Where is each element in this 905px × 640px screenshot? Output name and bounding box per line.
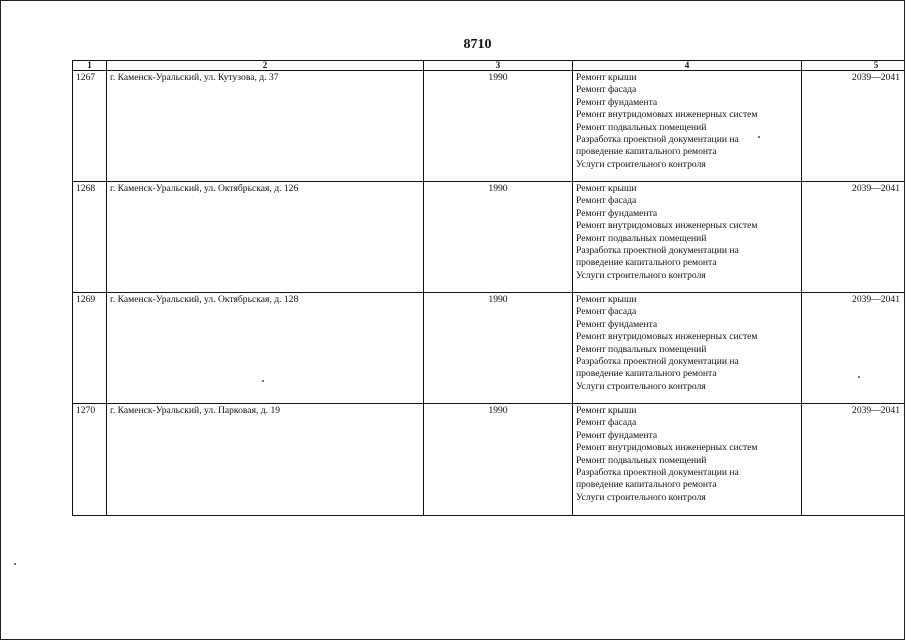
term-cell: 2039—2041 (802, 71, 905, 182)
year-cell: 1990 (424, 182, 573, 293)
page-number: 8710 (463, 37, 492, 52)
work-item: Ремонт фундамента (576, 318, 658, 330)
works-cell (573, 404, 802, 516)
work-item: Ремонт внутридомовых инженерных систем (576, 109, 758, 121)
work-item: Ремонт внутридомовых инженерных систем (576, 220, 758, 232)
work-item: Ремонт подвальных помещений (576, 232, 707, 244)
work-item: Ремонт крыши (576, 294, 637, 305)
row-number: 1268 (73, 182, 107, 293)
works-cell (573, 293, 802, 404)
scan-speck (14, 563, 16, 565)
registry-table (72, 60, 905, 516)
work-item: Ремонт фундамента (576, 429, 658, 441)
work-item: Ремонт крыши (576, 183, 637, 194)
work-item: Ремонт внутридомовых инженерных систем (576, 331, 758, 343)
table-row (73, 404, 905, 516)
work-item: Ремонт подвальных помещений (576, 343, 707, 355)
work-item: Услуги строительного контроля (576, 491, 706, 503)
table-row (73, 182, 905, 293)
work-item: Ремонт фасада (576, 306, 637, 318)
work-item: Услуги строительного контроля (576, 380, 706, 392)
header-cell-5: 5 (802, 61, 905, 71)
work-item: Услуги строительного контроля (576, 158, 706, 170)
header-cell-4: 4 (573, 61, 802, 71)
term-cell: 2039—2041 (802, 182, 905, 293)
work-item: проведение капитального ремонта (576, 146, 717, 158)
table-row (73, 71, 905, 182)
scan-speck (858, 376, 860, 378)
row-number: 1267 (73, 71, 107, 182)
work-item: Ремонт внутридомовых инженерных систем (576, 442, 758, 454)
work-item: Ремонт подвальных помещений (576, 454, 707, 466)
work-item: Ремонт фундамента (576, 207, 658, 219)
term-cell: 2039—2041 (802, 293, 905, 404)
work-item: проведение капитального ремонта (576, 257, 717, 269)
works-cell (573, 182, 802, 293)
year-cell: 1990 (424, 293, 573, 404)
scan-speck (262, 380, 264, 382)
table-row (73, 293, 905, 404)
row-number: 1270 (73, 404, 107, 516)
work-item: Ремонт фасада (576, 417, 637, 429)
header-cell-3: 3 (424, 61, 573, 71)
work-item: Разработка проектной документации на (576, 245, 739, 257)
work-item: проведение капитального ремонта (576, 479, 717, 491)
header-row (73, 61, 905, 71)
address-cell: г. Каменск-Уральский, ул. Октябрьская, д. 126 (107, 182, 424, 293)
work-item: Ремонт фасада (576, 195, 637, 207)
work-item: Разработка проектной документации на (576, 134, 739, 146)
work-item: Ремонт фасада (576, 84, 637, 96)
year-cell: 1990 (424, 404, 573, 516)
header-cell-1: 1 (73, 61, 107, 71)
works-cell (573, 71, 802, 182)
work-item: Ремонт крыши (576, 72, 637, 83)
address-cell: г. Каменск-Уральский, ул. Парковая, д. 19 (107, 404, 424, 516)
work-item: Ремонт подвальных помещений (576, 121, 707, 133)
address-cell: г. Каменск-Уральский, ул. Кутузова, д. 37 (107, 71, 424, 182)
work-item: Ремонт крыши (576, 405, 637, 416)
work-item: Ремонт фундамента (576, 96, 658, 108)
scan-speck (758, 136, 760, 138)
header-cell-2: 2 (107, 61, 424, 71)
work-item: проведение капитального ремонта (576, 368, 717, 380)
work-item: Разработка проектной документации на (576, 356, 739, 368)
work-item: Разработка проектной документации на (576, 467, 739, 479)
row-number: 1269 (73, 293, 107, 404)
year-cell: 1990 (424, 71, 573, 182)
work-item: Услуги строительного контроля (576, 269, 706, 281)
address-cell: г. Каменск-Уральский, ул. Октябрьская, д. 128 (107, 293, 424, 404)
term-cell: 2039—2041 (802, 404, 905, 516)
